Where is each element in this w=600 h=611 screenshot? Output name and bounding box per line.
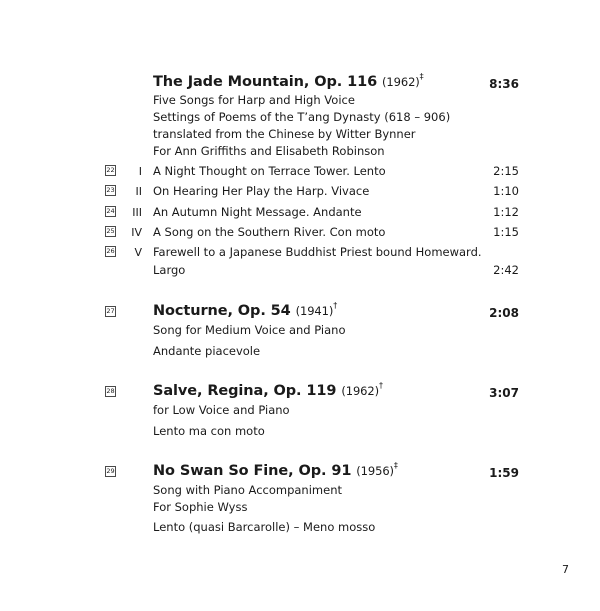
movement-numeral: IV (131, 226, 142, 239)
track-number-badge: 22 (106, 166, 115, 174)
work-subtitle: Song with Piano Accompaniment (153, 483, 342, 497)
track-number-badge: 26 (106, 247, 115, 255)
movement-duration: 1:12 (493, 205, 519, 219)
movement-numeral: I (138, 165, 142, 178)
work-duration: 2:08 (489, 306, 519, 320)
track-number-badge: 23 (106, 186, 115, 194)
movement-numeral: II (135, 185, 142, 198)
work-title-jade-mountain: The Jade Mountain, Op. 116 (1962)‡ (153, 72, 424, 90)
movement-duration: 1:15 (493, 225, 519, 239)
work-title-salve-regina: Salve, Regina, Op. 119 (1962)† (153, 381, 383, 399)
page-number: 7 (562, 563, 569, 576)
movement-numeral: III (132, 206, 142, 219)
movement-duration: 2:15 (493, 164, 519, 178)
track-number-badge: 24 (106, 207, 115, 215)
work-translator: translated from the Chinese by Witter Bynner (153, 127, 416, 141)
work-description: Settings of Poems of the T’ang Dynasty (618 – 906) (153, 110, 451, 124)
work-dedication: For Sophie Wyss (153, 500, 248, 514)
work-title-nocturne: Nocturne, Op. 54 (1941)† (153, 301, 338, 319)
track-number-badge: 28 (106, 387, 115, 395)
movement-title: An Autumn Night Message. Andante (153, 205, 362, 219)
movement-duration: 2:42 (493, 263, 519, 277)
movement-title: On Hearing Her Play the Harp. Vivace (153, 184, 370, 198)
work-subtitle: Song for Medium Voice and Piano (153, 323, 346, 337)
work-subtitle: Five Songs for Harp and High Voice (153, 93, 355, 107)
work-duration: 3:07 (489, 386, 519, 400)
movement-numeral: V (134, 246, 142, 259)
track-number-badge: 25 (106, 227, 115, 235)
work-tempo: Andante piacevole (153, 344, 261, 358)
movement-title-continued: Largo (153, 263, 186, 277)
movement-duration: 1:10 (493, 184, 519, 198)
work-title-no-swan-so-fine: No Swan So Fine, Op. 91 (1956)‡ (153, 461, 398, 479)
movement-title: Farewell to a Japanese Buddhist Priest bound Homeward. (153, 245, 482, 259)
work-duration: 8:36 (489, 77, 519, 91)
work-tempo: Lento (quasi Barcarolle) – Meno mosso (153, 520, 376, 534)
track-number-badge: 27 (106, 307, 115, 315)
work-subtitle: for Low Voice and Piano (153, 403, 290, 417)
work-dedication: For Ann Griffiths and Elisabeth Robinson (153, 144, 385, 158)
track-number-badge: 29 (106, 467, 115, 475)
movement-title: A Song on the Southern River. Con moto (153, 225, 386, 239)
movement-title: A Night Thought on Terrace Tower. Lento (153, 164, 386, 178)
work-tempo: Lento ma con moto (153, 424, 265, 438)
work-duration: 1:59 (489, 466, 519, 480)
